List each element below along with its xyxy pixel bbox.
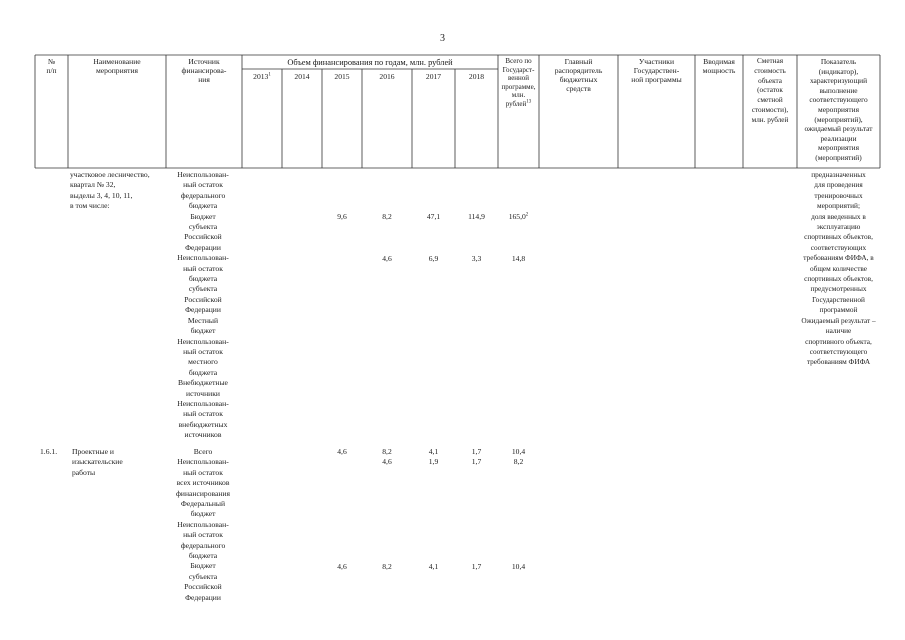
- block2-r3-total: 10,4: [511, 562, 526, 571]
- block1-r1-2015: 9,6: [337, 212, 347, 221]
- header-main-manager: Главный распорядитель бюджетных средств: [554, 57, 603, 93]
- block1-r1-2018: 114,9: [468, 212, 485, 221]
- header-year-2015: 2015: [334, 72, 350, 81]
- block2-r2-total: 8,2: [513, 457, 524, 466]
- block2-r3-2017: 4,1: [428, 562, 439, 571]
- block2-r1-2016: 8,2: [382, 447, 392, 456]
- block2-r1-2015: 4,6: [337, 447, 347, 456]
- header-cost: Сметная стоимость объекта (остаток сметной стоимости), млн. рублей: [751, 57, 789, 124]
- block1-sources: Неиспользован- ный остаток федерального бюджета Бюджет субъекта Российской Федерации Неиспользован- ный остаток бюджета субъекта Российской Федерации Местный бюджет Неиспользован- ный остаток местного бюджета Внебюджетные источники Неиспользован- ный остаток внебюджетных источников: [177, 170, 229, 440]
- header-source: Источник финансирова- ния: [181, 57, 227, 84]
- block1-r2-2017: 6,9: [428, 254, 439, 263]
- block2-sources: Всего Неиспользован- ный остаток всех источников финансирования Федеральный бюджет Неиспользован- ный остаток федерального бюджета Бюджет субъекта Российской Федерации: [176, 447, 230, 602]
- block2-name: Проектные и изыскательские работы: [72, 447, 123, 477]
- header-year-2017: 2017: [425, 72, 442, 81]
- block2-r1-2018: 1,7: [471, 447, 482, 456]
- header-funding-group: Объем финансирования по годам, млн. рублей: [287, 58, 453, 67]
- header-total: Всего по Государст- венной программе, млн. рублей$^{13}$: [501, 57, 536, 108]
- header-year-2014: 2014: [294, 72, 310, 81]
- block2-r1-2017: 4,1: [428, 447, 439, 456]
- block2-r2-2018: 1,7: [471, 457, 482, 466]
- block1-r2-2018: 3,3: [471, 254, 482, 263]
- header-year-2013: 2013$^1$: [253, 72, 271, 81]
- block2-num: 1.6.1.: [40, 447, 58, 456]
- header-indicator: Показатель (индикатор), характеризующий выполнение соответствующего мероприятия (мероприятий), ожидаемый результат реализации мероприятия (мероприятий): [804, 57, 873, 162]
- block1-r1-total: 165,0$^2$: [508, 212, 529, 221]
- block2-r2-2017: 1,9: [428, 457, 439, 466]
- header-participants: Участники Государствен- ной программы: [631, 57, 682, 84]
- block2-r2-2016: 4,6: [382, 457, 392, 466]
- block1-r2-total: 14,8: [511, 254, 526, 263]
- block1-indicator: предназначенных для проведения тренировочных мероприятий; доля введенных в эксплуатацию спортивных объектов, соответствующих требованиям ФИФА, в общем количестве спортивных объектов, предусмотренных Государственной программой Ожидаемый результат – наличие спортивного объекта, соответствующего требованиям ФИФА: [801, 170, 876, 367]
- block1-name: участковое лесничество, квартал № 32, выделы 3, 4, 10, 11, в том числе:: [70, 170, 150, 211]
- block2-r3-2016: 8,2: [382, 562, 392, 571]
- block2-r3-2018: 1,7: [471, 562, 482, 571]
- header-num: № п/п: [46, 57, 57, 75]
- header-capacity: Вводимая мощность: [702, 57, 736, 75]
- block2-r1-total: 10,4: [511, 447, 526, 456]
- page-number: 3: [440, 33, 445, 44]
- header-year-2016: 2016: [379, 72, 395, 81]
- block2-r3-2015: 4,6: [337, 562, 347, 571]
- block1-r1-2016: 8,2: [382, 212, 392, 221]
- block1-r2-2016: 4,6: [382, 254, 392, 263]
- header-name: Наименование мероприятия: [93, 57, 141, 75]
- header-year-2018: 2018: [468, 72, 485, 81]
- block1-r1-2017: 47,1: [426, 212, 441, 221]
